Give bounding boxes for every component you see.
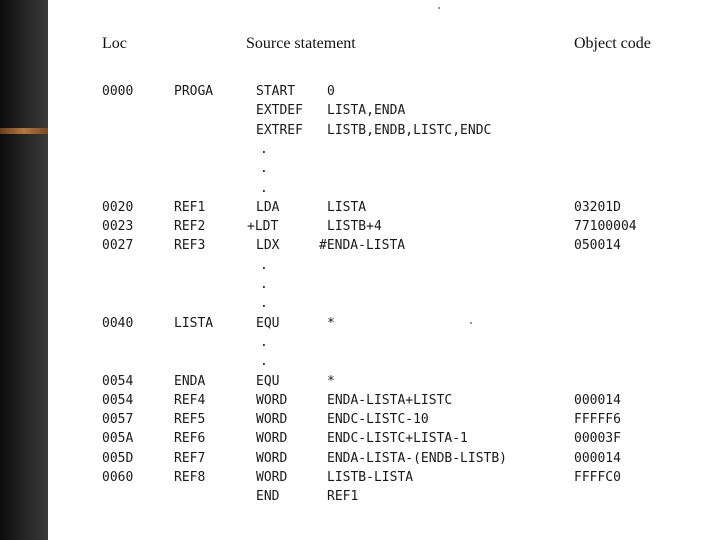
row-operation: . [260,296,268,311]
row-label: REF6 [174,431,206,446]
row-operation: . [260,258,268,273]
row-label: PROGA [174,84,214,99]
row-operand: ENDC-LISTC+LISTA-1 [327,431,468,446]
row-label: REF1 [174,200,206,215]
row-operation: . [260,161,268,176]
row-object-code: 00003F [574,431,621,446]
scan-speck [470,322,472,324]
row-label: LISTA [174,316,214,331]
row-loc: 005D [102,451,134,466]
header-loc: Loc [102,35,127,52]
row-loc: 005A [102,431,134,446]
row-object-code: FFFFF6 [574,412,621,427]
row-operand: REF1 [327,489,359,504]
row-operand: ENDA-LISTA+LISTC [327,393,453,408]
row-operation: WORD [256,451,288,466]
left-dark-sidebar [0,0,48,540]
scan-speck [438,7,440,9]
row-loc: 0000 [102,84,134,99]
row-operation: LDA [256,200,280,215]
row-operation: WORD [256,412,288,427]
row-operand: * [327,374,335,389]
row-label: REF2 [174,219,206,234]
row-label: REF3 [174,238,206,253]
row-operand: LISTB,ENDB,LISTC,ENDC [327,123,492,138]
row-loc: 0060 [102,470,134,485]
row-operation: . [260,142,268,157]
row-label: REF4 [174,393,206,408]
row-loc: 0023 [102,219,134,234]
row-operation: START [256,84,296,99]
row-operation: +LDT [247,219,279,234]
row-label: ENDA [174,374,206,389]
row-operation: . [260,277,268,292]
row-operation: . [260,335,268,350]
row-operation: . [260,354,268,369]
row-operation: END [256,489,280,504]
row-loc: 0020 [102,200,134,215]
row-operand: #ENDA-LISTA [319,238,406,253]
row-loc: 0057 [102,412,134,427]
header-object-code: Object code [574,35,651,52]
row-operation: EXTREF [256,123,303,138]
row-loc: 0054 [102,374,134,389]
row-operation: EQU [256,316,280,331]
row-operation: LDX [256,238,280,253]
header-source-statement: Source statement [246,35,356,52]
row-operand: ENDC-LISTC-10 [327,412,429,427]
document-page [48,0,720,540]
row-object-code: 050014 [574,238,621,253]
row-operation: WORD [256,470,288,485]
row-object-code: 000014 [574,451,621,466]
row-label: REF7 [174,451,206,466]
row-object-code: 77100004 [574,219,637,234]
row-operand: ENDA-LISTA-(ENDB-LISTB) [327,451,508,466]
row-object-code: FFFFC0 [574,470,621,485]
row-loc: 0027 [102,238,134,253]
row-label: REF8 [174,470,206,485]
row-operation: EXTDEF [256,103,303,118]
row-loc: 0040 [102,316,134,331]
row-loc: 0054 [102,393,134,408]
row-operation: WORD [256,431,288,446]
row-operand: * [327,316,335,331]
row-operand: LISTB+4 [327,219,382,234]
row-operand: LISTA,ENDA [327,103,406,118]
sidebar-accent-bar [0,128,48,134]
row-operand: LISTA [327,200,367,215]
row-operand: 0 [327,84,335,99]
row-object-code: 03201D [574,200,621,215]
row-operand: LISTB-LISTA [327,470,414,485]
row-operation: WORD [256,393,288,408]
row-operation: EQU [256,374,280,389]
row-operation: . [260,181,268,196]
row-label: REF5 [174,412,206,427]
row-object-code: 000014 [574,393,621,408]
